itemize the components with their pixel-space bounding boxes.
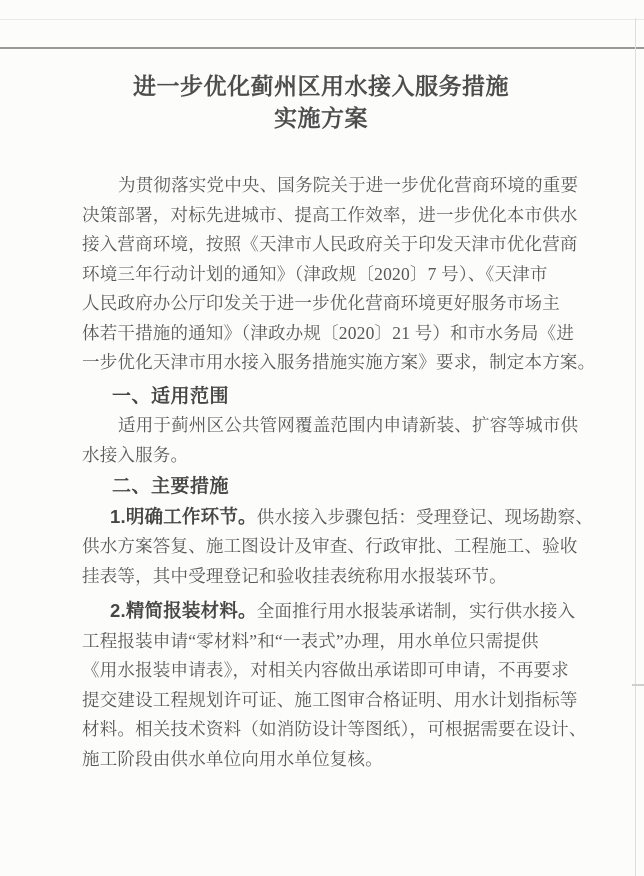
text-line — [82, 596, 576, 627]
scope-paragraph — [82, 411, 579, 470]
scan-edge-line — [0, 47, 644, 49]
section-heading-scope: 一、适用范围 — [112, 385, 230, 407]
text-line: 施工阶段由供水单位向用水单位复核。 — [82, 748, 383, 769]
text-line: 决策部署，对标先进城市、提高工作效率，进一步优化本市供水 — [82, 204, 578, 225]
text-line: 工程报装申请“零材料”和“一表式”办理，用水单位只需提供 — [82, 630, 539, 651]
measure-2-lead-rest: 全面推行用水报装承诺制，实行供水接入 — [256, 601, 576, 621]
text-line: 《用水报装申请表》，对相关内容做出承诺即可申请，不再要求 — [82, 660, 569, 680]
intro-paragraph — [82, 171, 596, 378]
measure-2-paragraph — [82, 596, 587, 774]
text-line: 材料。相关技术资料（如消防设计等图纸），可根据需要在设计、 — [82, 719, 587, 739]
document-content — [82, 70, 596, 774]
text-line: 接入营商环境，按照《天津市人民政府关于印发天津市优化营商 — [82, 234, 578, 254]
title-line-2: 实施方案 — [274, 105, 368, 131]
measure-1-paragraph — [82, 502, 594, 592]
text-line: 环境三年行动计划的通知》（津政规〔2020〕7 号）、《天津市 — [82, 263, 548, 284]
scan-edge-line-vertical — [635, 18, 636, 876]
text-line: 适用于蓟州区公共管网覆盖范围内申请新装、扩容等城市供 — [118, 415, 579, 435]
text-line: 水接入服务。 — [82, 444, 189, 465]
text-line: 为贯彻落实党中央、国务院关于进一步优化营商环境的重要 — [118, 175, 579, 195]
text-line: 提交建设工程规划许可证、施工图审合格证明、用水计划指标等 — [82, 689, 578, 710]
title-line-1: 进一步优化蓟州区用水接入服务措施 — [133, 73, 509, 99]
text-line: 挂表等，其中受理登记和验收挂表统称用水报装环节。 — [82, 565, 507, 586]
measure-1-lead: 1.明确工作环节。 — [110, 505, 257, 527]
text-line: 供水方案答复、施工图设计及审查、行政审批、工程施工、验收 — [82, 536, 578, 556]
document-title — [82, 70, 560, 134]
scan-mark-tick — [632, 684, 644, 686]
text-line — [82, 502, 594, 533]
scan-edge-line-faint — [0, 19, 644, 20]
measure-1-lead-rest: 供水接入步骤包括：受理登记、现场勘察、 — [256, 506, 594, 527]
text-line: 人民政府办公厅印发关于进一步优化营商环境更好服务市场主 — [82, 293, 560, 313]
measure-2-lead: 2.精简报装材料。 — [110, 600, 257, 621]
section-heading-measures: 二、主要措施 — [112, 476, 230, 497]
text-line: 体若干措施的通知》（津政办规〔2020〕21 号）和市水务局《进 — [82, 322, 575, 343]
text-line: 一步优化天津市用水接入服务措施实施方案》要求，制定本方案。 — [82, 352, 596, 372]
